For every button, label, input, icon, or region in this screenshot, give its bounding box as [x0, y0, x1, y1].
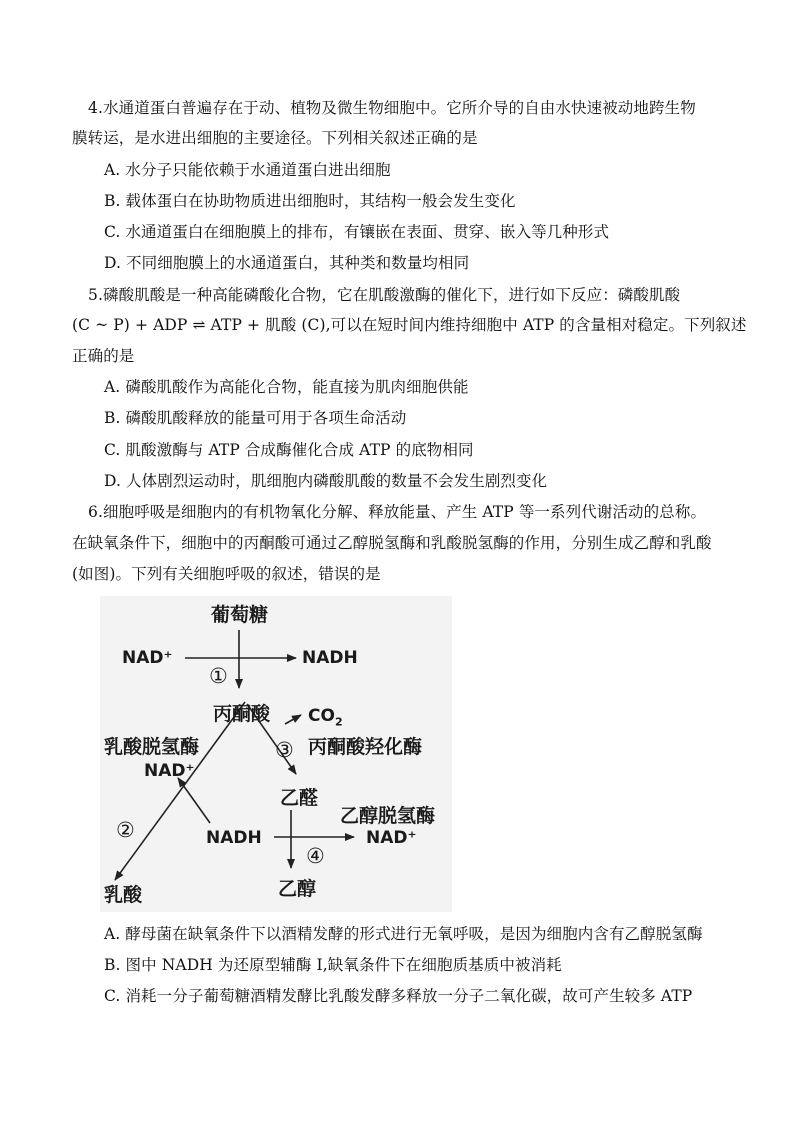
- label-ethanol: 乙醇: [278, 878, 317, 900]
- q5-stem-line1: 5.磷酸肌酸是一种高能磷酸化合物，它在肌酸激酶的催化下，进行如下反应：磷酸肌酸: [88, 286, 681, 304]
- label-pyruvate: 丙酮酸: [213, 703, 271, 725]
- label-nad-plus-right: NAD⁺: [366, 828, 417, 848]
- arrow-step2: [115, 702, 245, 880]
- q5-stem-line2: (C ~ P) + ADP ⇌ ATP + 肌酸 (C),可以在短时间内维持细胞中 ATP 的含量相对稳定。下列叙述: [72, 316, 747, 334]
- q6-option-a: A. 酵母菌在缺氧条件下以酒精发酵的形式进行无氧呼吸，是因为细胞内含有乙醇脱氢酶: [104, 925, 703, 943]
- label-glucose: 葡萄糖: [211, 604, 269, 626]
- label-step3: ③: [275, 738, 294, 762]
- q4-option-c: C. 水通道蛋白在细胞膜上的排布，有镶嵌在表面、贯穿、嵌入等几种形式: [104, 223, 610, 241]
- arrow-to-co2: [285, 715, 301, 724]
- q5-stem-line3: 正确的是: [72, 347, 135, 365]
- q4-option-a: A. 水分子只能依赖于水通道蛋白进出细胞: [104, 161, 391, 179]
- q5-option-a: A. 磷酸肌酸作为高能化合物，能直接为肌肉细胞供能: [104, 378, 469, 396]
- q4-option-b: B. 载体蛋白在协助物质进出细胞时，其结构一般会发生变化: [104, 192, 516, 210]
- label-alcohol-dehydrogenase: 乙醇脱氢酶: [340, 805, 436, 827]
- q6-stem-line3: (如图)。下列有关细胞呼吸的叙述，错误的是: [72, 565, 381, 583]
- label-nad-plus-left: NAD⁺: [122, 648, 173, 668]
- arrow-nadh-to-nad-left: [178, 778, 210, 823]
- co2-subscript: 2: [334, 715, 343, 729]
- q6-option-b: B. 图中 NADH 为还原型辅酶 I,缺氧条件下在细胞质基质中被消耗: [104, 956, 562, 974]
- q4-option-d: D. 不同细胞膜上的水通道蛋白，其种类和数量均相同: [104, 254, 470, 272]
- label-step2: ②: [116, 818, 135, 842]
- q5-option-c: C. 肌酸激酶与 ATP 合成酶催化合成 ATP 的底物相同: [104, 441, 474, 459]
- label-acetaldehyde: 乙醛: [280, 787, 319, 809]
- label-pyruvate-hydroxylase: 丙酮酸羟化酶: [308, 736, 423, 758]
- q5-option-d: D. 人体剧烈运动时，肌细胞内磷酸肌酸的数量不会发生剧烈变化: [104, 472, 548, 490]
- q6-stem-line2: 在缺氧条件下，细胞中的丙酮酸可通过乙醇脱氢酶和乳酸脱氢酶的作用，分别生成乙醇和乳酸: [72, 534, 712, 552]
- respiration-pathway-diagram: [100, 596, 452, 912]
- label-nadh-top: NADH: [302, 648, 358, 668]
- label-lactate: 乳酸: [104, 884, 143, 906]
- q4-stem-line1: 4.水通道蛋白普遍存在于动、植物及微生物细胞中。它所介导的自由水快速被动地跨生物: [88, 99, 696, 117]
- label-nad-plus-mid: NAD⁺: [144, 761, 195, 781]
- label-co2: [308, 706, 343, 728]
- label-lactate-dehydrogenase: 乳酸脱氢酶: [104, 736, 200, 758]
- label-step4: ④: [306, 844, 325, 868]
- q5-option-b: B. 磷酸肌酸释放的能量可用于各项生命活动: [104, 409, 407, 427]
- q4-stem-line2: 膜转运，是水进出细胞的主要途径。下列相关叙述正确的是: [72, 129, 478, 147]
- label-nadh-center: NADH: [206, 828, 262, 848]
- q6-stem-line1: 6.细胞呼吸是细胞内的有机物氧化分解、释放能量、产生 ATP 等一系列代谢活动的总称。: [88, 503, 707, 521]
- q6-option-c: C. 消耗一分子葡萄糖酒精发酵比乳酸发酵多释放一分子二氧化碳，故可产生较多 ATP: [104, 987, 693, 1005]
- co2-text: CO: [308, 706, 335, 726]
- label-step1: ①: [209, 664, 228, 688]
